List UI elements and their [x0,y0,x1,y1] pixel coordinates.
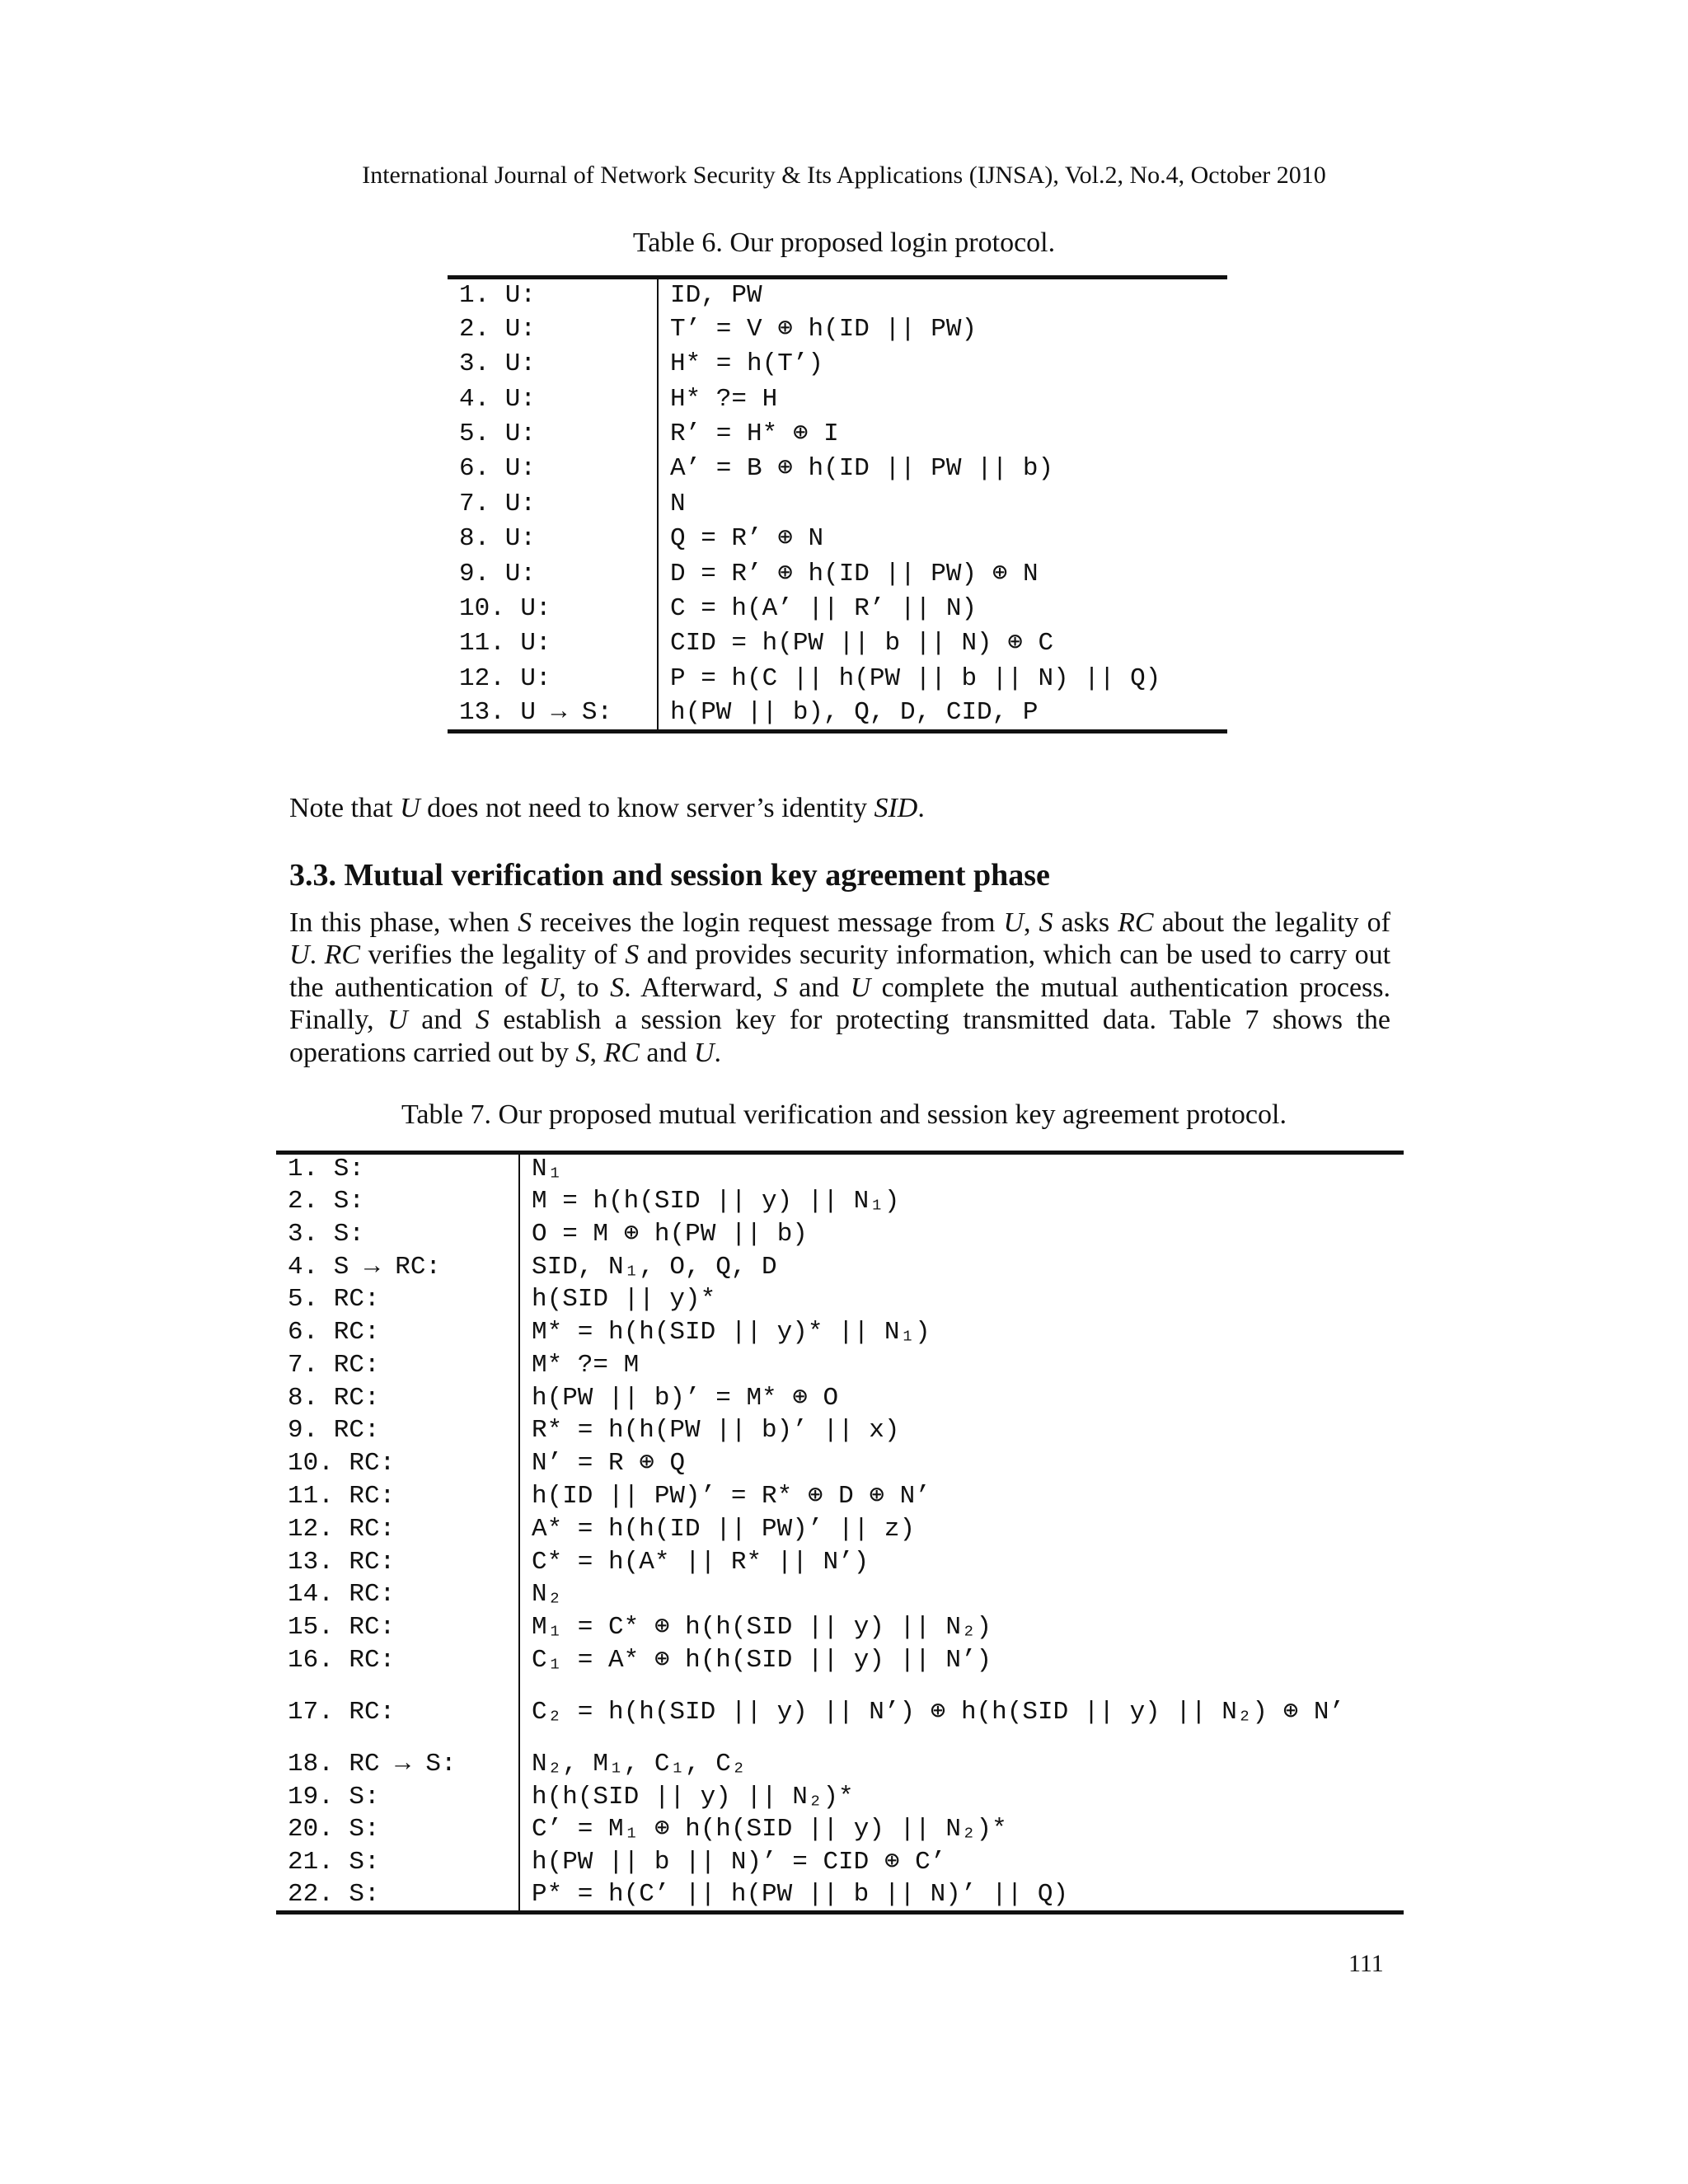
operation: C = h(A’ || R’ || N) [670,593,978,623]
table-row [276,1284,1404,1317]
section-paragraph [289,907,1390,1069]
operation: A’ = B ⊕ h(ID || PW || b) [670,454,1054,484]
step-label: 13. RC: [276,1546,519,1579]
table-row [448,592,1227,626]
step-label: 13. U → S: [448,696,658,731]
step-label: 1. U: [448,278,658,312]
table-row [448,662,1227,696]
operation: N₂ [532,1580,563,1610]
step-label: 5. RC: [276,1284,519,1317]
paragraph-text: . Afterward, [624,972,774,1003]
paragraph-text: complete the mutual authentication process. Finally, [289,972,1390,1036]
operation: M = h(h(SID || y) || N₁) [532,1186,900,1216]
step-label: 12. U: [448,662,658,696]
mutual-verification-table [276,1151,1404,1915]
operation: h(ID || PW)’ = R* ⊕ D ⊕ N’ [532,1482,931,1511]
operation: SID, N₁, O, Q, D [532,1252,777,1282]
table-row [448,522,1227,556]
step-label: 17. RC: [276,1677,519,1748]
table-row [448,452,1227,486]
paragraph-text: , [1024,907,1039,938]
table-row [276,1644,1404,1677]
table-row [448,382,1227,417]
operation: Q = R’ ⊕ N [670,524,824,554]
paragraph-text: receives the login request message from [532,907,1004,938]
note-entity-u: U [400,793,420,823]
mutual-verification-rows [276,1153,1404,1913]
step-label: 14. RC: [276,1579,519,1612]
operation: D = R’ ⊕ h(ID || PW) ⊕ N [670,559,1039,588]
table-row [448,347,1227,382]
paragraph-text: , [589,1037,604,1068]
entity-name: U [850,972,871,1003]
step-label: 8. RC: [276,1382,519,1415]
table-row [448,278,1227,312]
step-label: 9. RC: [276,1415,519,1448]
table-row [448,696,1227,731]
step-label: 9. U: [448,557,658,592]
entity-name: U [693,1037,715,1068]
table-row [276,1218,1404,1251]
operation: h(h(SID || y) || N₂)* [532,1782,854,1811]
table-row [276,1879,1404,1912]
table-row [448,312,1227,347]
operation: O = M ⊕ h(PW || b) [532,1219,808,1249]
paragraph-text: establish a session key for protecting transmitted data. Table 7 shows the operations carried out by [289,1005,1390,1068]
table-row [276,1579,1404,1612]
entity-name: RC [1118,907,1154,938]
operation: N₂, M₁, C₁, C₂ [532,1749,747,1779]
entity-name: RC [324,940,361,971]
note-text: . [917,793,925,823]
operation: CID = h(PW || b || N) ⊕ C [670,629,1054,658]
step-label: 4. U: [448,382,658,417]
step-label: 6. U: [448,452,658,486]
login-protocol-rows [448,278,1227,732]
operation: N’ = R ⊕ Q [532,1449,686,1479]
table-row [276,1546,1404,1579]
operation: A* = h(h(ID || PW)’ || z) [532,1514,916,1544]
paragraph-text: verifies the legality of [360,940,626,971]
step-label: 1. S: [276,1153,519,1186]
step-label: 11. U: [448,626,658,661]
table-row [276,1415,1404,1448]
table-row [276,1316,1404,1349]
identity-note [289,793,925,824]
step-label: 15. RC: [276,1612,519,1645]
section-heading: 3.3. Mutual verification and session key agreement phase [289,858,1050,893]
step-label: 12. RC: [276,1513,519,1546]
paragraph-text: , to [559,972,611,1003]
table-row [276,1677,1404,1748]
table-row [448,557,1227,592]
table-row [276,1153,1404,1186]
paragraph-text: and [639,1037,694,1068]
operation: C’ = M₁ ⊕ h(h(SID || y) || N₂)* [532,1815,1007,1844]
operation: ID, PW [670,280,762,310]
table-row [276,1847,1404,1880]
table-row [276,1781,1404,1814]
step-label: 20. S: [276,1814,519,1847]
paragraph-text: about the legality of [1153,907,1390,938]
table-row [448,626,1227,661]
login-protocol-table [448,275,1227,733]
operation: C₂ = h(h(SID || y) || N’) ⊕ h(h(SID || y) || N₂) ⊕ N’ [532,1697,1345,1727]
table-row [276,1748,1404,1781]
table-row [276,1382,1404,1415]
entity-name: U [1003,907,1024,938]
step-label: 2. S: [276,1185,519,1218]
operation: h(PW || b)’ = M* ⊕ O [532,1383,839,1413]
operation: R* = h(h(PW || b)’ || x) [532,1416,900,1446]
table-row [276,1448,1404,1481]
step-label: 10. U: [448,592,658,626]
table-row [276,1480,1404,1513]
paragraph-text: In this phase, when [289,907,518,938]
page-number: 111 [1348,1950,1384,1977]
entity-name: U [289,940,310,971]
table-7-caption: Table 7. Our proposed mutual verification and session key agreement protocol. [401,1099,1287,1130]
step-label: 22. S: [276,1879,519,1912]
operation: h(PW || b), Q, D, CID, P [670,697,1039,727]
step-label: 10. RC: [276,1448,519,1481]
paragraph-text: and [407,1005,476,1036]
entity-name: S [1039,907,1053,938]
operation: N [670,489,686,518]
note-entity-sid: SID [874,793,918,823]
operation: h(PW || b || N)’ = CID ⊕ C’ [532,1848,946,1877]
table-row [276,1814,1404,1847]
operation: M* = h(h(SID || y)* || N₁) [532,1318,931,1347]
paragraph-text: . [309,940,325,971]
entity-name: RC [603,1037,640,1068]
step-label: 11. RC: [276,1480,519,1513]
operation: P* = h(C’ || h(PW || b || N)’ || Q) [532,1879,1069,1909]
step-label: 18. RC → S: [276,1748,519,1781]
paragraph-text: asks [1053,907,1118,938]
step-label: 3. S: [276,1218,519,1251]
operation: M₁ = C* ⊕ h(h(SID || y) || N₂) [532,1613,992,1643]
table-row [448,487,1227,522]
operation: h(SID || y)* [532,1285,716,1315]
step-label: 6. RC: [276,1316,519,1349]
operation: P = h(C || h(PW || b || N) || Q) [670,663,1161,693]
entity-name: S [575,1037,590,1068]
entity-name: S [625,940,640,971]
step-label: 19. S: [276,1781,519,1814]
table-row [276,1612,1404,1645]
operation: T’ = V ⊕ h(ID || PW) [670,314,978,344]
operation: R’ = H* ⊕ I [670,419,839,448]
table-row [276,1349,1404,1382]
step-label: 5. U: [448,417,658,452]
step-label: 8. U: [448,522,658,556]
entity-name: S [773,972,788,1003]
table-6-caption: Table 6. Our proposed login protocol. [632,227,1056,258]
operation: N₁ [532,1155,563,1184]
operation: C* = h(A* || R* || N’) [532,1547,870,1577]
step-label: 7. U: [448,487,658,522]
table-row [276,1513,1404,1546]
running-header: International Journal of Network Security & Its Applications (IJNSA), Vol.2, No.4, October 2010 [362,162,1326,189]
step-label: 21. S: [276,1847,519,1880]
operation: C₁ = A* ⊕ h(h(SID || y) || N’) [532,1646,992,1675]
operation: M* ?= M [532,1350,640,1380]
step-label: 3. U: [448,347,658,382]
step-label: 16. RC: [276,1644,519,1677]
entity-name: S [610,972,625,1003]
table-row [276,1185,1404,1218]
operation: H* = h(T’) [670,349,824,379]
table-row [448,417,1227,452]
step-label: 2. U: [448,312,658,347]
operation: H* ?= H [670,384,778,414]
note-text: Note that [289,793,401,823]
entity-name: S [475,1005,490,1036]
step-label: 7. RC: [276,1349,519,1382]
table-row [276,1251,1404,1284]
entity-name: U [387,1005,408,1036]
paragraph-text: . [714,1037,722,1068]
paragraph-text: and provides security information, which can be used to carry out the authentication of [289,940,1391,1003]
step-label: 4. S → RC: [276,1251,519,1284]
paragraph-text: and [787,972,851,1003]
note-text: does not need to know server’s identity [420,793,874,823]
entity-name: S [518,907,532,938]
entity-name: U [538,972,560,1003]
